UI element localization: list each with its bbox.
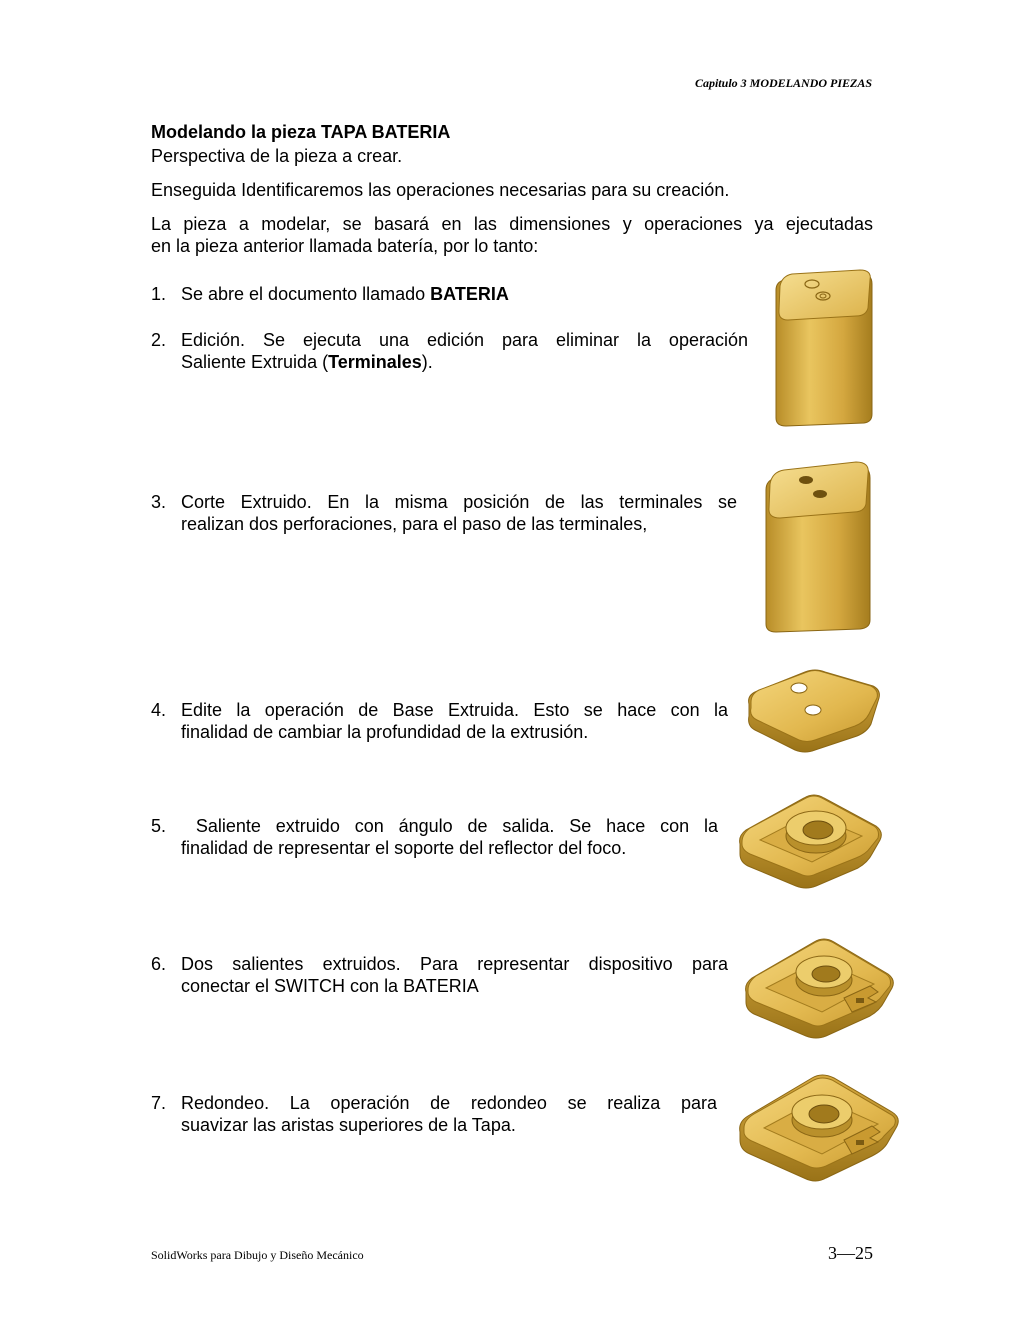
step-1-text: Se abre el documento llamado xyxy=(181,284,431,304)
section-subtitle: Perspectiva de la pieza a crear. xyxy=(151,146,403,166)
step-text xyxy=(181,815,718,859)
step-2 xyxy=(151,329,748,373)
step-5-line-2: finalidad de representar el soporte del reflector del foco. xyxy=(181,838,627,858)
step-3-line-1: Corte Extruido. En la misma posición de las terminales se xyxy=(181,492,737,512)
intro-paragraph-1: Enseguida Identificaremos las operaciones necesarias para su creación. xyxy=(151,180,730,200)
step-text xyxy=(181,283,509,305)
step-6-line-1: Dos salientes extruidos. Para representar dispositivo para xyxy=(181,954,728,974)
step-7-line-2: suavizar las aristas superiores de la Tapa. xyxy=(181,1115,516,1135)
step-4-line-2: finalidad de cambiar la profundidad de la extrusión. xyxy=(181,722,589,742)
intro-paragraph-2-line-2: en la pieza anterior llamada batería, por lo tanto: xyxy=(151,236,539,256)
step-2-bold: Terminales xyxy=(328,352,422,372)
step-2-line-1: Edición. Se ejecuta una edición para eliminar la operación xyxy=(181,330,748,350)
step-number: 5. xyxy=(151,816,167,836)
chapter-header: Capitulo 3 MODELANDO PIEZAS xyxy=(694,76,872,90)
step-3 xyxy=(151,491,737,535)
page-number: 3—25 xyxy=(828,1243,873,1263)
step-5-line-1: Saliente extruido con ángulo de salida. Se hace con la xyxy=(181,816,718,836)
step-4 xyxy=(151,699,728,743)
step-1-bold: BATERIA xyxy=(430,284,509,304)
step-7-line-1: Redondeo. La operación de redondeo se realiza para xyxy=(181,1093,717,1113)
step-2-line-2b: ). xyxy=(421,352,433,372)
lid-rounded-figure xyxy=(738,1072,902,1184)
step-text xyxy=(181,491,737,535)
lid-reflector-figure xyxy=(738,792,884,890)
step-number: 1. xyxy=(151,284,167,304)
intro-paragraph-2-line-1: La pieza a modelar, se basará en las dimensiones y operaciones ya ejecutadas xyxy=(151,214,873,234)
lid-base-figure xyxy=(745,668,883,754)
step-text xyxy=(181,1092,717,1136)
battery-holes-figure xyxy=(762,460,876,634)
step-2-line-2a: Saliente Extruida ( xyxy=(181,352,329,372)
intro-paragraph-2 xyxy=(151,213,873,257)
step-number: 2. xyxy=(151,330,167,350)
step-number: 4. xyxy=(151,700,167,720)
step-text xyxy=(181,953,728,997)
step-number: 6. xyxy=(151,954,167,974)
step-number: 7. xyxy=(151,1093,167,1113)
step-2-line-2 xyxy=(181,351,748,373)
step-number: 3. xyxy=(151,492,167,512)
battery-figure xyxy=(770,268,878,428)
step-4-line-1: Edite la operación de Base Extruida. Esto se hace con la xyxy=(181,700,728,720)
step-text xyxy=(181,699,728,743)
step-3-line-2: realizan dos perforaciones, para el paso de las terminales, xyxy=(181,514,648,534)
step-6-line-2: conectar el SWITCH con la BATERIA xyxy=(181,976,479,996)
section-title: Modelando la pieza TAPA BATERIA xyxy=(151,122,451,142)
step-7 xyxy=(151,1092,717,1136)
lid-switch-figure xyxy=(744,936,898,1040)
step-text xyxy=(181,329,748,373)
step-5 xyxy=(151,815,718,859)
footer-book-title: SolidWorks para Dibujo y Diseño Mecánico xyxy=(151,1248,364,1262)
step-1 xyxy=(151,283,751,305)
step-6 xyxy=(151,953,728,997)
